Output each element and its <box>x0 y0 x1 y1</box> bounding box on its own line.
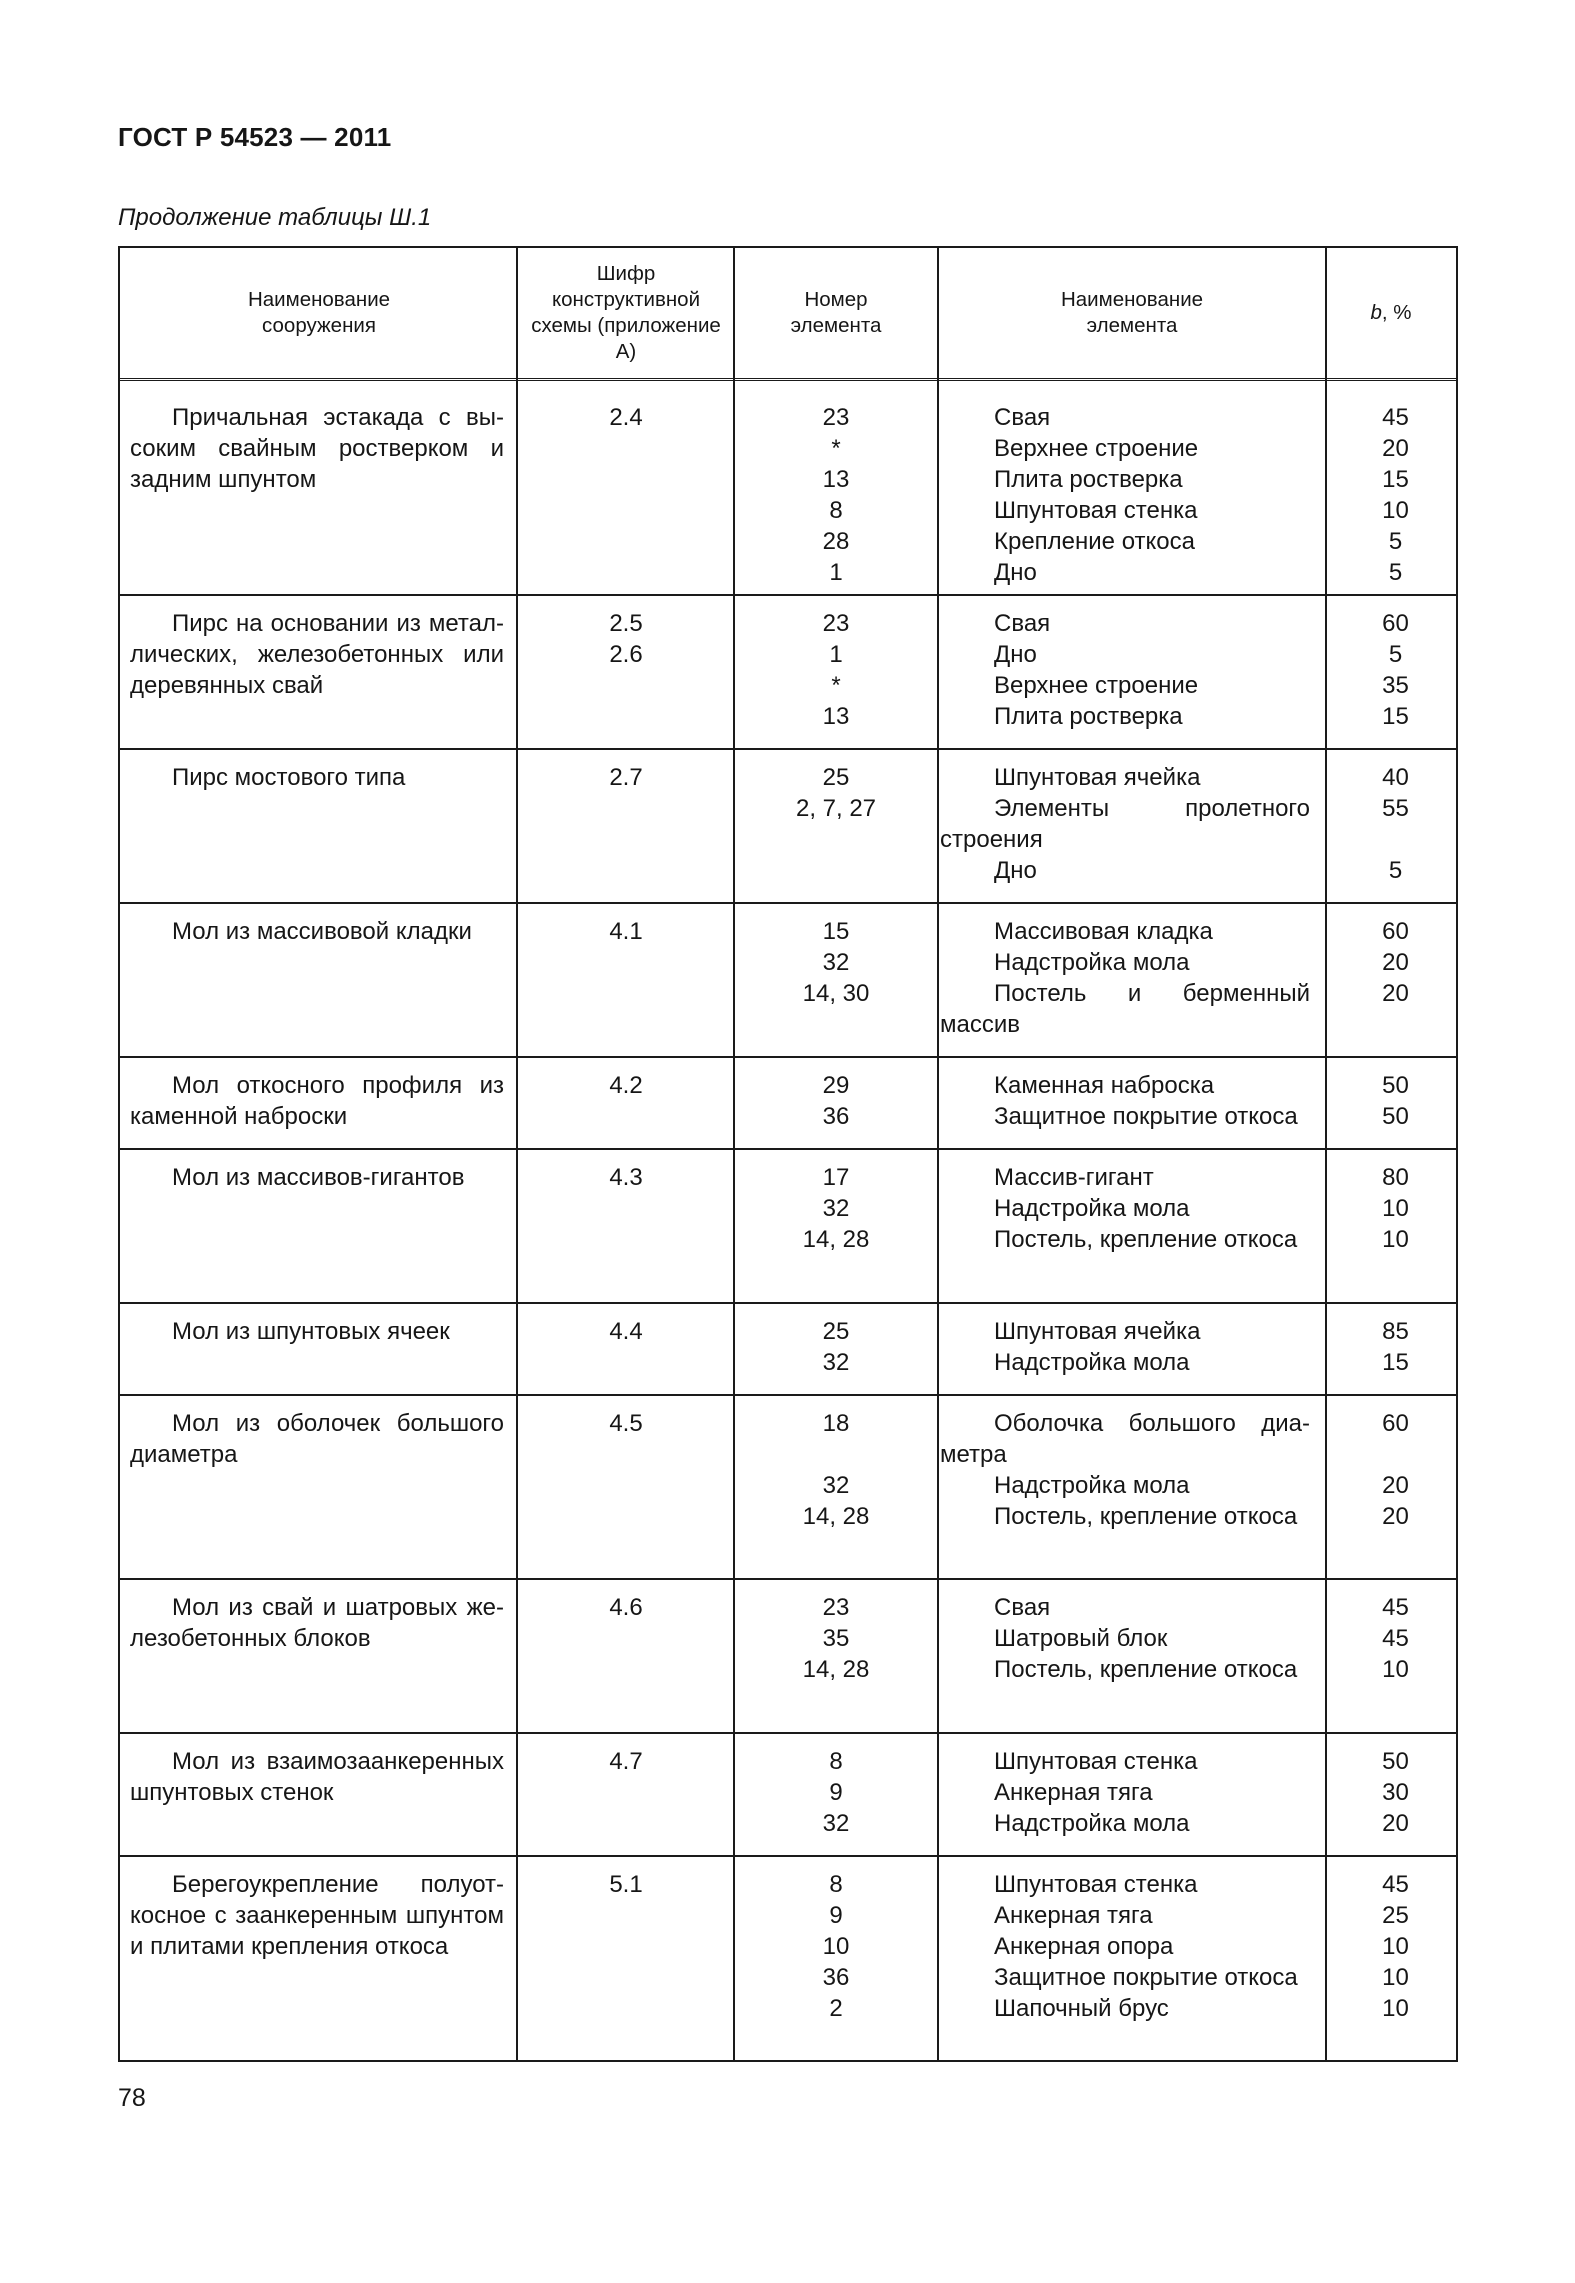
structure-name: Берегоукрепление полуоткосное с заанкеренным шпунтом и плитами крепления откоса <box>130 1871 504 1960</box>
schema-code: 2.7 <box>609 764 643 791</box>
element-number: 2, 7, 27 <box>795 795 877 822</box>
schema-code: 5.1 <box>609 1871 643 1898</box>
element-number: 23 <box>822 1594 850 1621</box>
b-percent-value: 50 <box>1382 1072 1409 1099</box>
element-name: Плита ростверка <box>994 703 1183 730</box>
structure-name: Мол откосного профиля из каменной наброски <box>130 1072 504 1130</box>
b-percent-value: 80 <box>1382 1164 1409 1191</box>
schema-code: 4.3 <box>609 1164 643 1191</box>
element-name: Свая <box>994 404 1051 431</box>
header-structure-name: Наименование сооружения <box>247 288 391 337</box>
header-b-percent: b, % <box>1370 301 1412 324</box>
element-name: Плита ростверка <box>994 466 1183 493</box>
schema-code: 4.2 <box>609 1072 643 1099</box>
document-header: ГОСТ Р 54523 — 2011 <box>118 122 392 152</box>
structure-name: Мол из оболочек большого диаметра <box>130 1410 504 1468</box>
row-divider <box>120 1302 1456 1304</box>
b-percent-value: 15 <box>1382 1349 1409 1376</box>
element-number: 23 <box>822 404 850 431</box>
b-percent-value: 5 <box>1388 528 1403 555</box>
schema-code: 4.1 <box>609 918 643 945</box>
structure-name: Пирс мостового типа <box>172 764 406 791</box>
element-name: Надстройка мола <box>994 1472 1190 1499</box>
element-name: Массивовая кладка <box>994 918 1213 945</box>
element-name: Массив-гигант <box>994 1164 1154 1191</box>
element-number: 8 <box>829 1871 843 1898</box>
b-percent-value: 5 <box>1388 857 1403 884</box>
element-number: * <box>831 672 841 699</box>
b-percent-value: 45 <box>1382 404 1409 431</box>
element-name: Анкерная тяга <box>994 1902 1153 1929</box>
element-name: Надстройка мола <box>994 1810 1190 1837</box>
element-name: Каменная наброска <box>994 1072 1215 1099</box>
row-divider <box>120 748 1456 750</box>
element-name: Постель, крепление откоса <box>994 1656 1298 1683</box>
b-percent-value: 10 <box>1382 1226 1409 1253</box>
b-percent-value: 10 <box>1382 1995 1409 2022</box>
element-number: 10 <box>822 1933 850 1960</box>
structure-name: Мол из свай и шатровых железобетонных блоков <box>130 1594 504 1652</box>
element-number: 29 <box>822 1072 850 1099</box>
element-name: Шпунтовая стенка <box>994 1748 1198 1775</box>
element-number: 14, 30 <box>802 980 870 1007</box>
element-name: Постель, крепление откоса <box>994 1226 1298 1253</box>
element-name: Защитное покрытие откоса <box>994 1103 1298 1130</box>
header-schema-code: Шифр конструктивной схемы (приложение А) <box>531 262 721 363</box>
element-name: Дно <box>994 857 1037 884</box>
column-divider <box>937 248 939 2060</box>
element-name: Шпунтовая ячейка <box>994 1318 1201 1345</box>
element-number: 36 <box>822 1964 850 1991</box>
element-number: 13 <box>822 703 850 730</box>
element-number: 8 <box>829 1748 843 1775</box>
element-number: 14, 28 <box>802 1226 870 1253</box>
element-name: Верхнее строение <box>994 435 1199 462</box>
schema-code: 4.5 <box>609 1410 643 1437</box>
row-divider <box>120 594 1456 596</box>
element-number: * <box>831 435 841 462</box>
element-name: Свая <box>994 1594 1051 1621</box>
b-percent-value: 20 <box>1382 1810 1409 1837</box>
b-percent-value: 5 <box>1388 641 1403 668</box>
b-percent-value: 50 <box>1382 1748 1409 1775</box>
element-number: 13 <box>822 466 850 493</box>
element-number: 23 <box>822 610 850 637</box>
b-percent-value: 35 <box>1382 672 1409 699</box>
b-percent-value: 20 <box>1382 1472 1409 1499</box>
element-name: Шпунтовая стенка <box>994 497 1198 524</box>
element-number: 18 <box>822 1410 850 1437</box>
element-name: Надстройка мола <box>994 949 1190 976</box>
row-divider <box>120 1732 1456 1734</box>
structure-name: Мол из массивовой кладки <box>172 918 472 945</box>
row-divider <box>120 1578 1456 1580</box>
column-divider <box>516 248 518 2060</box>
b-percent-value: 20 <box>1382 1503 1409 1530</box>
schema-code: 4.6 <box>609 1594 643 1621</box>
element-number: 8 <box>829 497 843 524</box>
element-number: 36 <box>822 1103 850 1130</box>
schema-code: 4.4 <box>609 1318 643 1345</box>
structure-name: Пирс на основании из металлических, железобетонных или деревянных свай <box>130 610 504 699</box>
schema-code: 2.5 2.6 <box>609 610 643 668</box>
header-element-number: Номер элемента <box>790 288 882 337</box>
b-percent-value: 10 <box>1382 1195 1409 1222</box>
b-percent-value: 40 <box>1382 764 1409 791</box>
element-name: Верхнее строение <box>994 672 1199 699</box>
element-name: Постель, крепление откоса <box>994 1503 1298 1530</box>
element-number: 32 <box>822 1810 850 1837</box>
b-percent-value: 45 <box>1382 1871 1409 1898</box>
element-number: 1 <box>829 641 843 668</box>
element-number: 32 <box>822 1195 850 1222</box>
table-caption: Продолжение таблицы Ш.1 <box>118 204 432 231</box>
element-number: 32 <box>822 1349 850 1376</box>
b-percent-value: 15 <box>1382 703 1409 730</box>
b-percent-value: 10 <box>1382 1933 1409 1960</box>
row-divider <box>120 1394 1456 1396</box>
data-table <box>118 246 1458 2062</box>
element-number: 15 <box>822 918 850 945</box>
element-name: Анкерная тяга <box>994 1779 1153 1806</box>
element-name: Надстройка мола <box>994 1195 1190 1222</box>
element-name: Крепление откоса <box>994 528 1195 555</box>
element-number: 9 <box>829 1779 843 1806</box>
b-percent-value: 10 <box>1382 497 1409 524</box>
row-divider <box>120 1056 1456 1058</box>
element-name: Шпунтовая ячейка <box>994 764 1201 791</box>
element-number: 32 <box>822 949 850 976</box>
b-percent-value: 10 <box>1382 1656 1409 1683</box>
element-name: Постель и берменный массив <box>940 980 1310 1038</box>
b-percent-value: 85 <box>1382 1318 1409 1345</box>
element-name: Надстройка мола <box>994 1349 1190 1376</box>
element-name: Оболочка большого диаметра <box>940 1410 1310 1468</box>
b-percent-value: 20 <box>1382 949 1409 976</box>
element-number: 35 <box>822 1625 850 1652</box>
row-divider <box>120 1148 1456 1150</box>
structure-name: Мол из шпунтовых ячеек <box>172 1318 450 1345</box>
b-percent-value: 60 <box>1382 918 1409 945</box>
element-number: 32 <box>822 1472 850 1499</box>
element-name: Шапочный брус <box>994 1995 1169 2022</box>
b-percent-value: 60 <box>1382 610 1409 637</box>
b-percent-value: 55 <box>1382 795 1409 822</box>
page-number: 78 <box>118 2084 146 2112</box>
element-number: 2 <box>829 1995 843 2022</box>
element-name: Дно <box>994 641 1037 668</box>
b-percent-value: 45 <box>1382 1594 1409 1621</box>
element-name: Защитное покрытие откоса <box>994 1964 1298 1991</box>
b-percent-value: 10 <box>1382 1964 1409 1991</box>
b-percent-value: 5 <box>1388 559 1403 586</box>
structure-name: Причальная эстакада с высоким свайным ростверком и задним шпунтом <box>130 404 504 493</box>
b-percent-value: 60 <box>1382 1410 1409 1437</box>
element-name: Анкерная опора <box>994 1933 1174 1960</box>
b-percent-value: 30 <box>1382 1779 1409 1806</box>
element-number: 25 <box>822 764 850 791</box>
element-name: Дно <box>994 559 1037 586</box>
element-name: Шатровый блок <box>994 1625 1168 1652</box>
b-percent-value: 20 <box>1382 435 1409 462</box>
b-percent-value: 15 <box>1382 466 1409 493</box>
schema-code: 4.7 <box>609 1748 643 1775</box>
b-percent-value: 25 <box>1382 1902 1409 1929</box>
element-number: 9 <box>829 1902 843 1929</box>
element-number: 25 <box>822 1318 850 1345</box>
row-divider <box>120 902 1456 904</box>
element-name: Шпунтовая стенка <box>994 1871 1198 1898</box>
b-percent-value: 20 <box>1382 980 1409 1007</box>
element-number: 28 <box>822 528 850 555</box>
header-element-name: Наименование элемента <box>1060 288 1204 337</box>
element-number: 1 <box>829 559 843 586</box>
element-number: 14, 28 <box>802 1656 870 1683</box>
column-divider <box>1325 248 1327 2060</box>
element-number: 14, 28 <box>802 1503 870 1530</box>
element-name: Элементы пролетного строения <box>940 795 1310 853</box>
structure-name: Мол из массивов-гигантов <box>172 1164 465 1191</box>
header-divider <box>120 378 1456 381</box>
structure-name: Мол из взаимозаанкеренных шпунтовых стенок <box>130 1748 504 1806</box>
element-number: 17 <box>822 1164 850 1191</box>
b-percent-value: 50 <box>1382 1103 1409 1130</box>
b-percent-value: 45 <box>1382 1625 1409 1652</box>
schema-code: 2.4 <box>609 404 643 431</box>
row-divider <box>120 1855 1456 1857</box>
element-name: Свая <box>994 610 1051 637</box>
